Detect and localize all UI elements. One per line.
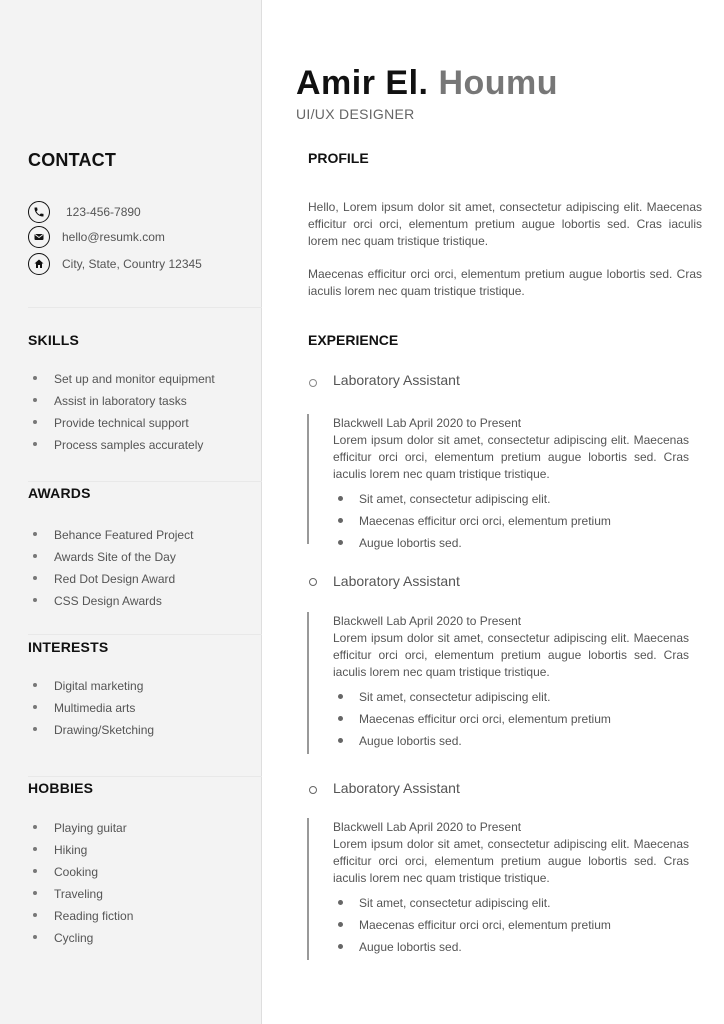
list-item: Sit amet, consectetur adipiscing elit.: [338, 492, 611, 514]
timeline-line: [307, 414, 309, 544]
awards-heading: AWARDS: [28, 485, 91, 501]
contact-address: [28, 253, 202, 275]
first-name: Amir El.: [296, 64, 429, 102]
divider: [28, 634, 262, 635]
contact-phone: [28, 201, 141, 223]
interests-list: [32, 679, 154, 745]
sidebar: [0, 0, 262, 1024]
email-icon: [28, 226, 50, 248]
phone-icon: [28, 201, 50, 223]
profile-paragraph: Hello, Lorem ipsum dolor sit amet, consectetur adipiscing elit. Maecenas efficitur orci orci, elementum pretium augue lobortis sed. Cras iaculis lorem nec quam tristique tristique.: [308, 200, 702, 248]
timeline-circle-icon: [309, 786, 317, 794]
list-item: Augue lobortis sed.: [338, 536, 611, 558]
list-item: Hiking: [32, 843, 133, 865]
timeline-line: [307, 612, 309, 754]
home-icon: [28, 253, 50, 275]
job-meta: Blackwell Lab April 2020 to Present: [333, 416, 522, 430]
job-description: Lorem ipsum dolor sit amet, consectetur adipiscing elit. Maecenas efficitur orci orci, elementum pretium augue lobortis sed. Cras iaculis lorem nec quam tristique tristique.: [333, 631, 689, 679]
timeline-circle-icon: [309, 578, 317, 586]
email-text: hello@resumk.com: [62, 230, 165, 244]
job-position: Laboratory Assistant: [333, 780, 460, 796]
candidate-name: [296, 64, 558, 103]
job-bullets: [338, 492, 611, 558]
skills-list: [32, 372, 215, 460]
job-bullets: [338, 690, 611, 756]
timeline-circle-icon: [309, 379, 317, 387]
hobbies-heading: HOBBIES: [28, 780, 94, 796]
list-item: Maecenas efficitur orci orci, elementum pretium: [338, 514, 611, 536]
profile-heading: PROFILE: [308, 150, 369, 166]
list-item: Drawing/Sketching: [32, 723, 154, 745]
list-item: Assist in laboratory tasks: [32, 394, 215, 416]
list-item: Set up and monitor equipment: [32, 372, 215, 394]
list-item: Red Dot Design Award: [32, 572, 193, 594]
contact-heading: CONTACT: [28, 150, 117, 170]
job-title: UI/UX DESIGNER: [296, 106, 415, 122]
contact-email: [28, 226, 165, 248]
job-description: Lorem ipsum dolor sit amet, consectetur adipiscing elit. Maecenas efficitur orci orci, elementum pretium augue lobortis sed. Cras iaculis lorem nec quam tristique tristique.: [333, 433, 689, 481]
list-item: CSS Design Awards: [32, 594, 193, 616]
last-name: Houmu: [438, 64, 559, 102]
experience-heading: EXPERIENCE: [308, 332, 399, 348]
list-item: Awards Site of the Day: [32, 550, 193, 572]
list-item: Behance Featured Project: [32, 528, 193, 550]
list-item: Multimedia arts: [32, 701, 154, 723]
list-item: Cooking: [32, 865, 133, 887]
list-item: Augue lobortis sed.: [338, 734, 611, 756]
divider: [28, 481, 262, 482]
job-bullets: [338, 896, 611, 962]
job-description: Lorem ipsum dolor sit amet, consectetur adipiscing elit. Maecenas efficitur orci orci, elementum pretium augue lobortis sed. Cras iaculis lorem nec quam tristique tristique.: [333, 837, 689, 885]
list-item: Sit amet, consectetur adipiscing elit.: [338, 690, 611, 712]
divider: [28, 776, 262, 777]
job-meta: Blackwell Lab April 2020 to Present: [333, 820, 522, 834]
list-item: Playing guitar: [32, 821, 133, 843]
job-meta: Blackwell Lab April 2020 to Present: [333, 614, 522, 628]
divider: [28, 307, 262, 308]
list-item: Cycling: [32, 931, 133, 953]
skills-heading: SKILLS: [28, 332, 79, 348]
list-item: Process samples accurately: [32, 438, 215, 460]
phone-text: 123-456-7890: [66, 205, 141, 219]
list-item: Digital marketing: [32, 679, 154, 701]
interests-heading: INTERESTS: [28, 639, 109, 655]
profile-paragraph: Maecenas efficitur orci orci, elementum pretium augue lobortis sed. Cras iaculis lorem nec quam tristique tristique.: [308, 267, 702, 298]
job-position: Laboratory Assistant: [333, 372, 460, 388]
list-item: Maecenas efficitur orci orci, elementum pretium: [338, 712, 611, 734]
list-item: Provide technical support: [32, 416, 215, 438]
list-item: Reading fiction: [32, 909, 133, 931]
awards-list: [32, 528, 193, 616]
timeline-line: [307, 818, 309, 960]
list-item: Traveling: [32, 887, 133, 909]
list-item: Maecenas efficitur orci orci, elementum pretium: [338, 918, 611, 940]
list-item: Sit amet, consectetur adipiscing elit.: [338, 896, 611, 918]
hobbies-list: [32, 821, 133, 953]
address-text: City, State, Country 12345: [62, 257, 202, 271]
list-item: Augue lobortis sed.: [338, 940, 611, 962]
job-position: Laboratory Assistant: [333, 573, 460, 589]
